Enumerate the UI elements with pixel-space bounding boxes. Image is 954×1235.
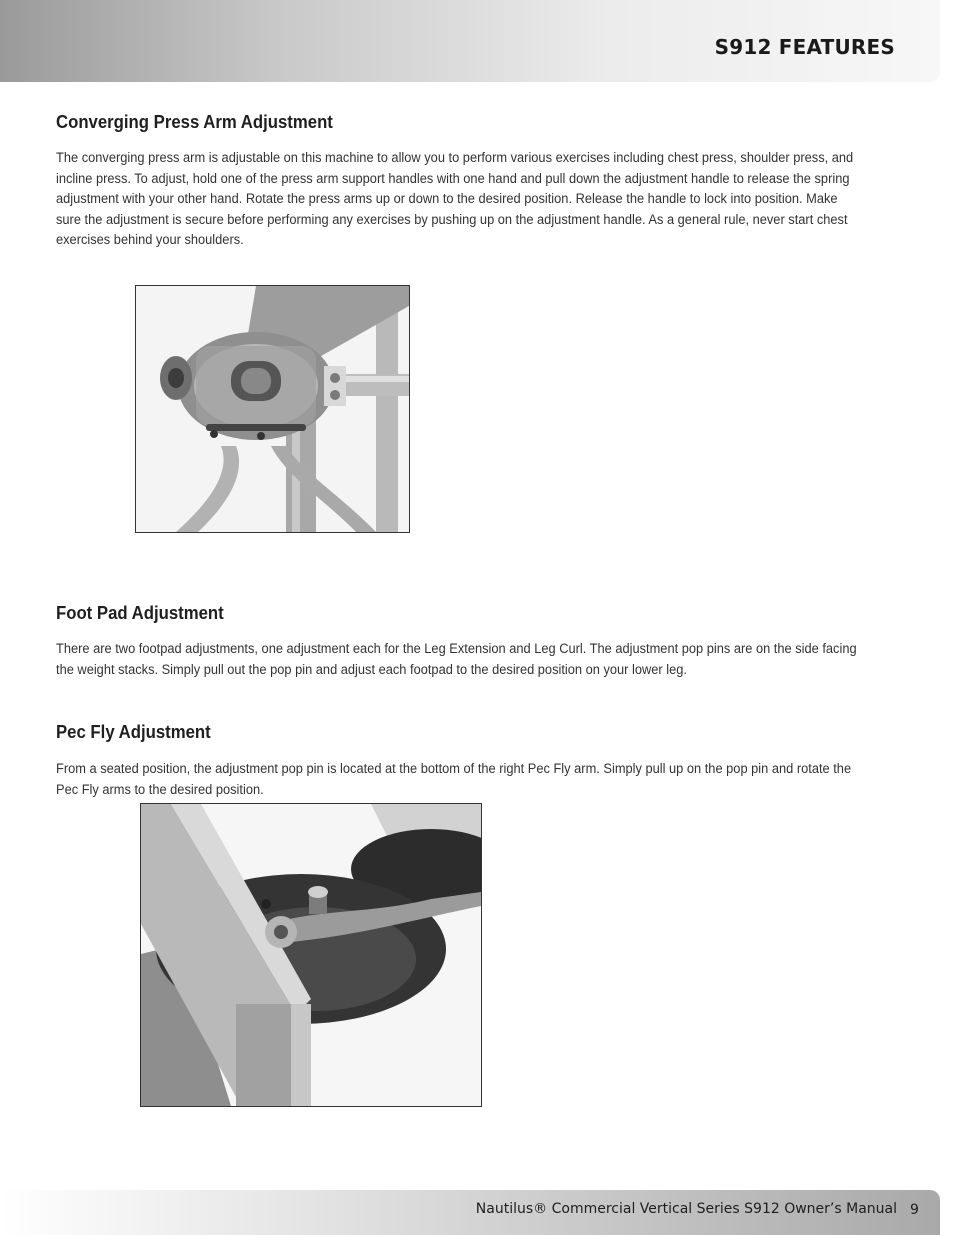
section-text-pec-fly: From a seated position, the adjustment pop pin is located at the bottom of the right Pec Fly arm. Simply pull up on the pop pin and rotate the Pec Fly arms to the desired position. xyxy=(56,761,852,798)
section-text-foot-pad: There are two footpad adjustments, one adjustment each for the Leg Extension and Leg Curl. The adjustment pop pins are on the side facing the weight stacks. Simply pull out the pop pin and adjust each footpad to the desired position on your lower leg. xyxy=(56,641,857,678)
section-text-converging-press-arm: The converging press arm is adjustable on this machine to allow you to perform various exercises including chest press, shoulder press, and incline press. To adjust, hold one of the press arm support handles with one hand and pull down the adjustment handle to release the spring adjustment with your other hand. Rotate the press arms up or down to the desired position. Release the handle to lock into position. Make sure the adjustment is secure before performing any exercises by pushing up on the adjustment handle. As a general rule, never start chest exercises behind your shoulders. xyxy=(56,150,854,248)
section-heading-pec-fly: Pec Fly Adjustment xyxy=(56,722,211,742)
page-number: 9 xyxy=(910,1202,919,1218)
section-heading-converging-press-arm: Converging Press Arm Adjustment xyxy=(56,112,333,132)
page-title: S912 FEATURES xyxy=(714,35,895,59)
pec-fly-adjustment-photo xyxy=(140,803,482,1107)
press-arm-adjustment-photo xyxy=(135,285,410,533)
footer-manual-title: Nautilus® Commercial Vertical Series S912 Owner’s Manual xyxy=(475,1201,897,1217)
section-heading-foot-pad: Foot Pad Adjustment xyxy=(56,603,224,623)
